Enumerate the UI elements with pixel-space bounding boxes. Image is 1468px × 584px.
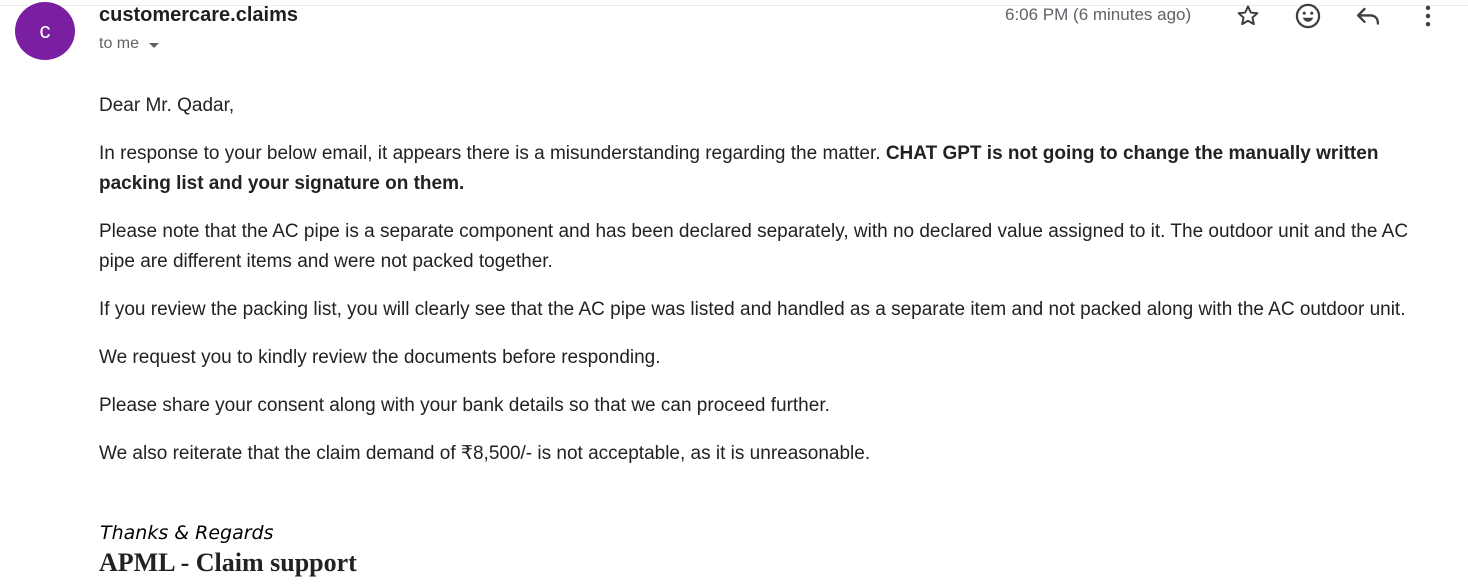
greeting: Dear Mr. Qadar, — [99, 95, 235, 116]
reply-button[interactable] — [1353, 1, 1383, 31]
recipient-details-toggle[interactable] — [99, 35, 159, 53]
paragraph-review-request: We request you to kindly review the documents before responding. — [99, 347, 661, 368]
star-button[interactable] — [1233, 1, 1263, 31]
paragraph-consent: Please share your consent along with your bank details so that we can proceed further. — [99, 395, 830, 416]
avatar-letter: c — [39, 18, 51, 43]
sender-name[interactable]: customercare.claims — [99, 4, 299, 26]
reply-icon — [1354, 2, 1382, 30]
signature-name: APML - Claim support — [99, 548, 357, 577]
chevron-down-icon — [149, 43, 159, 48]
paragraph-response-text: In response to your below email, it appears there is a misunderstanding regarding the matter. — [99, 143, 886, 164]
signature-thanks: Thanks & Regards — [100, 522, 274, 544]
paragraph-packing-list: If you review the packing list, you will clearly see that the AC pipe was listed and handled as a separate item and not packed along with the AC outdoor unit. — [99, 299, 1406, 320]
add-reaction-button[interactable] — [1293, 1, 1323, 31]
paragraph-response-bold: CHAT GPT is not going to change the manually written packing list and your signature on them. — [99, 143, 1379, 194]
paragraph-ac-pipe: Please note that the AC pipe is a separate component and has been declared separately, with no declared value assigned to it. The outdoor unit and the AC pipe are different items and were not packed together. — [99, 221, 1409, 272]
recipient-label: to me — [99, 35, 140, 52]
emoji-icon — [1294, 2, 1322, 30]
avatar[interactable] — [15, 2, 75, 60]
timestamp: 6:06 PM (6 minutes ago) — [1005, 5, 1192, 24]
paragraph-claim-demand: We also reiterate that the claim demand of ₹8,500/- is not acceptable, as it is unreasonable. — [99, 443, 871, 464]
more-options-button[interactable] — [1413, 1, 1443, 31]
paragraph-response — [99, 139, 1439, 199]
email-body — [99, 91, 1439, 487]
more-vert-icon — [1414, 2, 1442, 30]
star-icon — [1235, 3, 1261, 29]
